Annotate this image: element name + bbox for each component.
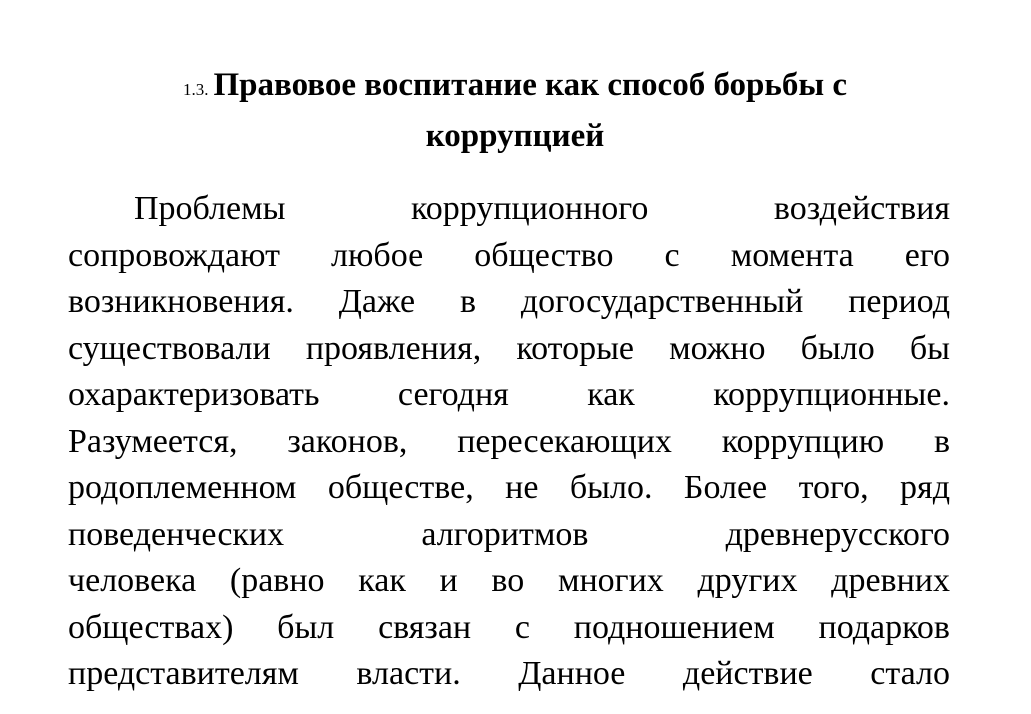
paragraph-line: сопровождают любое общество с момента его [68, 236, 950, 274]
paragraph-line: поведенческих алгоритмов древнерусского [68, 515, 950, 553]
section-heading [60, 62, 970, 159]
paragraph-line: возникновения. Даже в догосударственный период [68, 283, 950, 320]
section-title-part-2: коррупцией [425, 118, 605, 154]
paragraph-line: Проблемы коррупционного воздействия [134, 190, 950, 227]
section-number: 1.3. [183, 80, 209, 99]
paragraph-line: родоплеменном обществе, не было. Более того, ряд [68, 469, 950, 506]
section-title-part-1: Правовое воспитание как способ борьбы с [213, 67, 847, 103]
heading-line-1 [60, 62, 970, 113]
paragraph-line: представителям власти. Данное действие стало [68, 655, 950, 692]
paragraph-line: человека (равно как и во многих других древних [68, 562, 950, 599]
paragraph-line: обществах) был связан с подношением подарков [68, 608, 950, 646]
paragraph-line: Разумеется, законов, пересекающих коррупцию в [68, 422, 950, 460]
paragraph-line: существовали проявления, которые можно было бы [68, 329, 950, 367]
body-paragraph [68, 186, 950, 698]
paragraph-line: охарактеризовать сегодня как коррупционные. [68, 376, 950, 413]
